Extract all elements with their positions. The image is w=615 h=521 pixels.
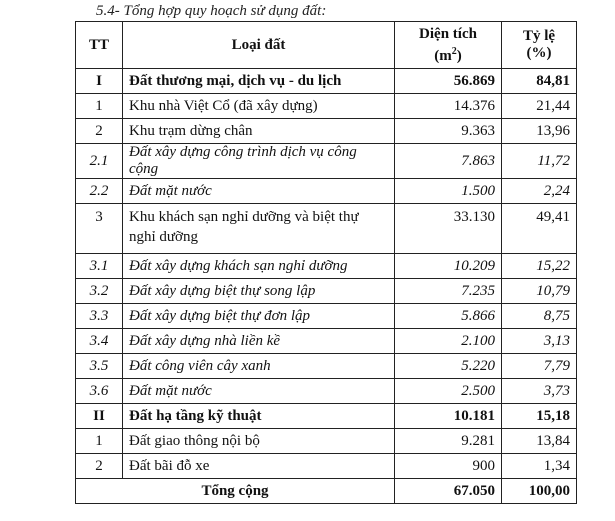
- table-row: [76, 354, 577, 379]
- row-area: 5.220: [395, 354, 502, 379]
- row-land-type: Đất xây dựng nhà liền kề: [123, 329, 395, 354]
- row-land-type: Đất xây dựng khách sạn nghỉ dưỡng: [123, 254, 395, 279]
- table-row: [76, 69, 577, 94]
- row-land-type: Đất xây dựng biệt thự song lập: [123, 279, 395, 304]
- row-area: 14.376: [395, 94, 502, 119]
- row-land-type: Đất mặt nước: [123, 379, 395, 404]
- header-area-label: Diện tích: [419, 25, 477, 42]
- row-ratio: 15,22: [502, 254, 577, 279]
- total-area: 67.050: [395, 479, 502, 504]
- row-tt: 3.2: [76, 279, 123, 304]
- row-tt: 2: [76, 454, 123, 479]
- row-area: 900: [395, 454, 502, 479]
- header-ratio-label: Tỷ lệ: [522, 28, 556, 44]
- row-land-type: Đất xây dựng công trình dịch vụ công cộng: [123, 144, 395, 179]
- table-row: [76, 254, 577, 279]
- row-area: 9.281: [395, 429, 502, 454]
- row-land-type: Khu khách sạn nghỉ dưỡng và biệt thự nghỉ dưỡng: [123, 204, 395, 254]
- row-land-type: Đất công viên cây xanh: [123, 354, 395, 379]
- table-row: [76, 279, 577, 304]
- row-land-type: Đất giao thông nội bộ: [123, 429, 395, 454]
- row-land-type: Đất hạ tầng kỹ thuật: [123, 404, 395, 429]
- row-ratio: 8,75: [502, 304, 577, 329]
- row-tt: 1: [76, 94, 123, 119]
- row-area: 33.130: [395, 204, 502, 254]
- row-ratio: 84,81: [502, 69, 577, 94]
- row-land-type: Khu nhà Việt Cổ (đã xây dựng): [123, 94, 395, 119]
- row-ratio: 3,13: [502, 329, 577, 354]
- header-area-unit: $(m^2)$: [434, 45, 462, 64]
- table-row: [76, 119, 577, 144]
- row-tt: 3.3: [76, 304, 123, 329]
- row-area: 5.866: [395, 304, 502, 329]
- row-ratio: 13,96: [502, 119, 577, 144]
- row-area: 7.235: [395, 279, 502, 304]
- row-ratio: 7,79: [502, 354, 577, 379]
- row-area: 9.363: [395, 119, 502, 144]
- row-tt: 2: [76, 119, 123, 144]
- table-row: [76, 404, 577, 429]
- row-tt: 2.2: [76, 179, 123, 204]
- row-area: 56.869: [395, 69, 502, 94]
- row-area: 10.181: [395, 404, 502, 429]
- row-area: 2.100: [395, 329, 502, 354]
- row-tt: 2.1: [76, 144, 123, 179]
- row-land-type: Đất bãi đỗ xe: [123, 454, 395, 479]
- section-heading: 5.4- Tổng hợp quy hoạch sử dụng đất:: [96, 3, 327, 19]
- row-ratio: 2,24: [502, 179, 577, 204]
- row-ratio: 10,79: [502, 279, 577, 304]
- table-row: [76, 179, 577, 204]
- row-tt: 1: [76, 429, 123, 454]
- row-ratio: 21,44: [502, 94, 577, 119]
- row-area: 7.863: [395, 144, 502, 179]
- row-ratio: 15,18: [502, 404, 577, 429]
- header-ratio: [502, 22, 577, 69]
- row-tt: II: [76, 404, 123, 429]
- table-row: [76, 304, 577, 329]
- table-row: [76, 454, 577, 479]
- row-area: 10.209: [395, 254, 502, 279]
- table-row: [76, 329, 577, 354]
- row-area: 1.500: [395, 179, 502, 204]
- row-ratio: 13,84: [502, 429, 577, 454]
- header-land-type: Loại đất: [123, 22, 395, 69]
- row-area: 2.500: [395, 379, 502, 404]
- total-ratio: 100,00: [502, 479, 577, 504]
- total-row: [76, 479, 577, 504]
- header-tt: TT: [76, 22, 123, 69]
- header-area: [395, 22, 502, 69]
- row-land-type: Khu trạm dừng chân: [123, 119, 395, 144]
- header-ratio-unit: (%): [526, 45, 552, 61]
- table-row: [76, 204, 577, 254]
- row-ratio: 11,72: [502, 144, 577, 179]
- row-tt: 3.5: [76, 354, 123, 379]
- row-tt: 3.1: [76, 254, 123, 279]
- table-row: [76, 144, 577, 179]
- row-tt: 3.4: [76, 329, 123, 354]
- table-header-row: [76, 22, 577, 69]
- row-tt: 3.6: [76, 379, 123, 404]
- row-land-type: Đất mặt nước: [123, 179, 395, 204]
- total-label: Tổng cộng: [76, 479, 395, 504]
- table-row: [76, 429, 577, 454]
- row-ratio: 1,34: [502, 454, 577, 479]
- row-land-type: Đất thương mại, dịch vụ - du lịch: [123, 69, 395, 94]
- row-tt: 3: [76, 204, 123, 254]
- row-ratio: 3,73: [502, 379, 577, 404]
- row-land-type: Đất xây dựng biệt thự đơn lập: [123, 304, 395, 329]
- row-ratio: 49,41: [502, 204, 577, 254]
- table-row: [76, 94, 577, 119]
- row-tt: I: [76, 69, 123, 94]
- land-use-table: [75, 21, 577, 504]
- table-row: [76, 379, 577, 404]
